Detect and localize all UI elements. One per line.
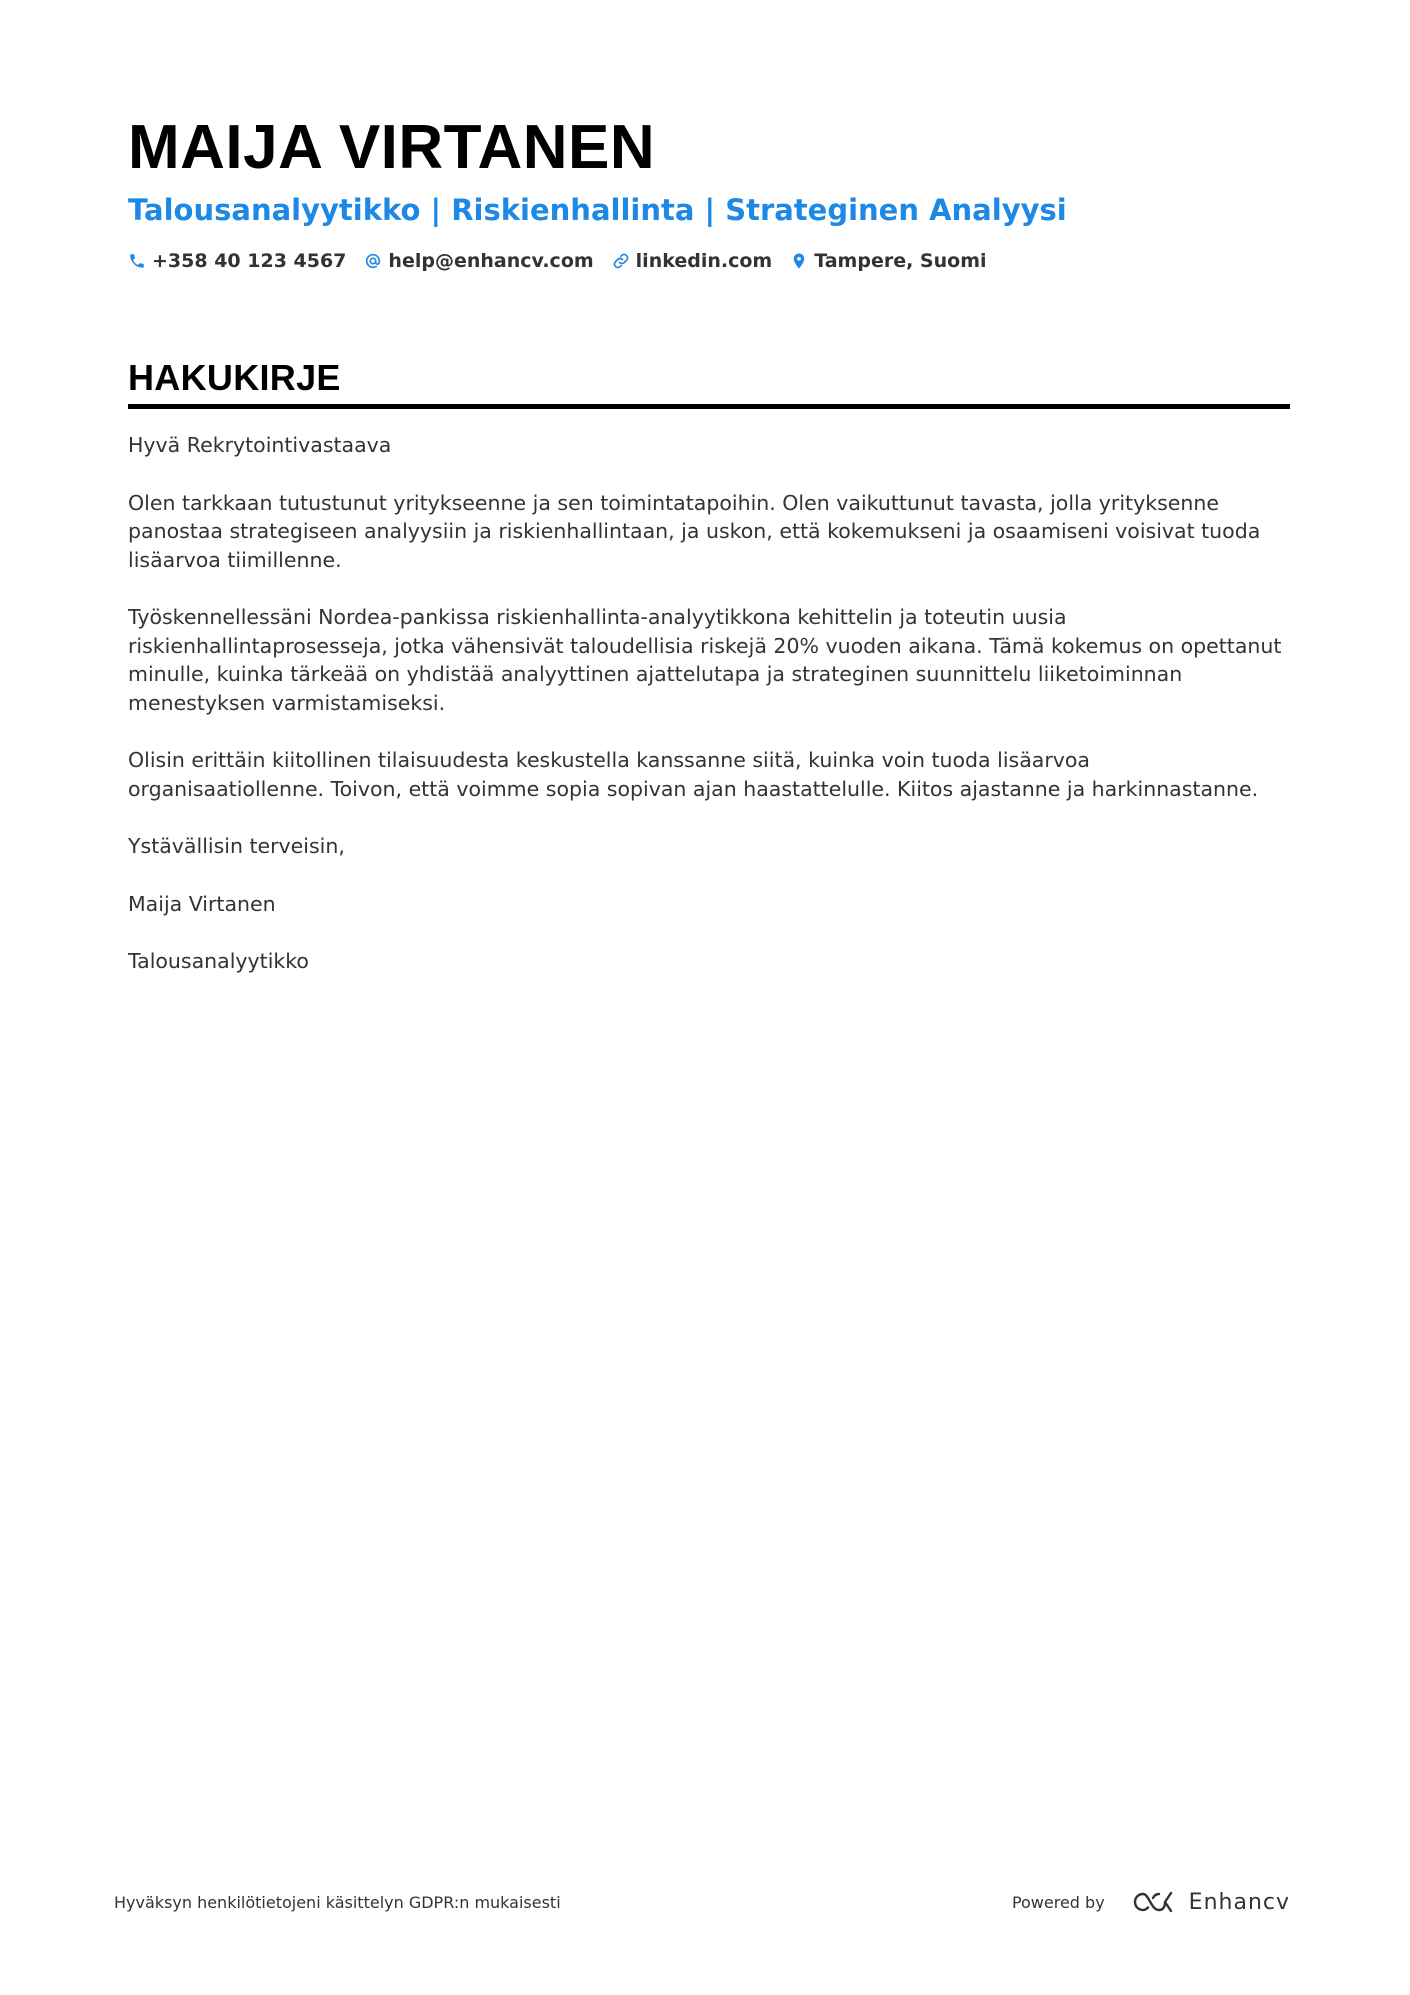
enhancv-wordmark: Enhancv bbox=[1188, 1889, 1290, 1915]
letter-paragraph: Työskennellessäni Nordea-pankissa riskienhallinta-analyytikkona kehittelin ja toteutin uusia riskienhallintaprosesseja, jotka vähensivät taloudellisia riskejä 20% vuoden aikana. Tämä kokemus on opettanut minulle, kuinka tärkeää on yhdistää analyyttinen ajattelutapa ja strateginen suunnittelu liiketoiminnan menestyksen varmistamiseksi. bbox=[128, 605, 1282, 715]
letter-closing: Ystävällisin terveisin, bbox=[128, 834, 345, 858]
at-sign-icon bbox=[364, 252, 382, 270]
contact-email[interactable] bbox=[364, 250, 593, 272]
enhancv-logo-icon bbox=[1131, 1888, 1179, 1916]
gdpr-consent-text: Hyväksyn henkilötietojeni käsittelyn GDPR:n mukaisesti bbox=[114, 1892, 561, 1912]
page-footer bbox=[114, 1888, 1290, 1916]
contact-phone[interactable] bbox=[128, 250, 346, 272]
phone-icon bbox=[128, 252, 146, 270]
linkedin-text: linkedin.com bbox=[635, 250, 773, 272]
location-text: Tampere, Suomi bbox=[814, 250, 987, 272]
cover-letter-page bbox=[128, 112, 1290, 1005]
powered-by-brand[interactable] bbox=[1012, 1888, 1290, 1916]
signature-name: Maija Virtanen bbox=[128, 891, 276, 916]
signature-title: Talousanalyytikko bbox=[128, 949, 309, 973]
letter-greeting: Hyvä Rekrytointivastaava bbox=[128, 433, 392, 457]
phone-text: +358 40 123 4567 bbox=[152, 250, 347, 272]
contact-linkedin[interactable] bbox=[612, 250, 773, 272]
applicant-headline: Talousanalyytikko | Riskienhallinta | Strateginen Analyysi bbox=[128, 193, 1067, 227]
link-icon bbox=[612, 252, 630, 270]
letter-paragraph: Olisin erittäin kiitollinen tilaisuudesta keskustella kanssanne siitä, kuinka voin tuoda lisäarvoa organisaatiollenne. Toivon, että voimme sopia sopivan ajan haastattelulle. Kiitos ajastanne ja harkinnastanne. bbox=[128, 748, 1259, 801]
section-title: HAKUKIRJE bbox=[128, 356, 1290, 409]
contact-bar bbox=[128, 250, 1290, 272]
powered-by-label: Powered by bbox=[1011, 1892, 1105, 1912]
email-text: help@enhancv.com bbox=[388, 250, 594, 272]
applicant-name: MAIJA VIRTANEN bbox=[128, 113, 656, 182]
letter-paragraph: Olen tarkkaan tutustunut yritykseenne ja sen toimintatapoihin. Olen vaikuttunut tavasta, jolla yrityksenne panostaa strategiseen analyysiin ja riskienhallintaan, ja uskon, että kokemukseni ja osaamiseni voisivat tuoda lisäarvoa tiimillenne. bbox=[128, 490, 1261, 572]
contact-location bbox=[790, 250, 986, 272]
letter-body bbox=[128, 431, 1290, 976]
map-pin-icon bbox=[790, 252, 808, 270]
